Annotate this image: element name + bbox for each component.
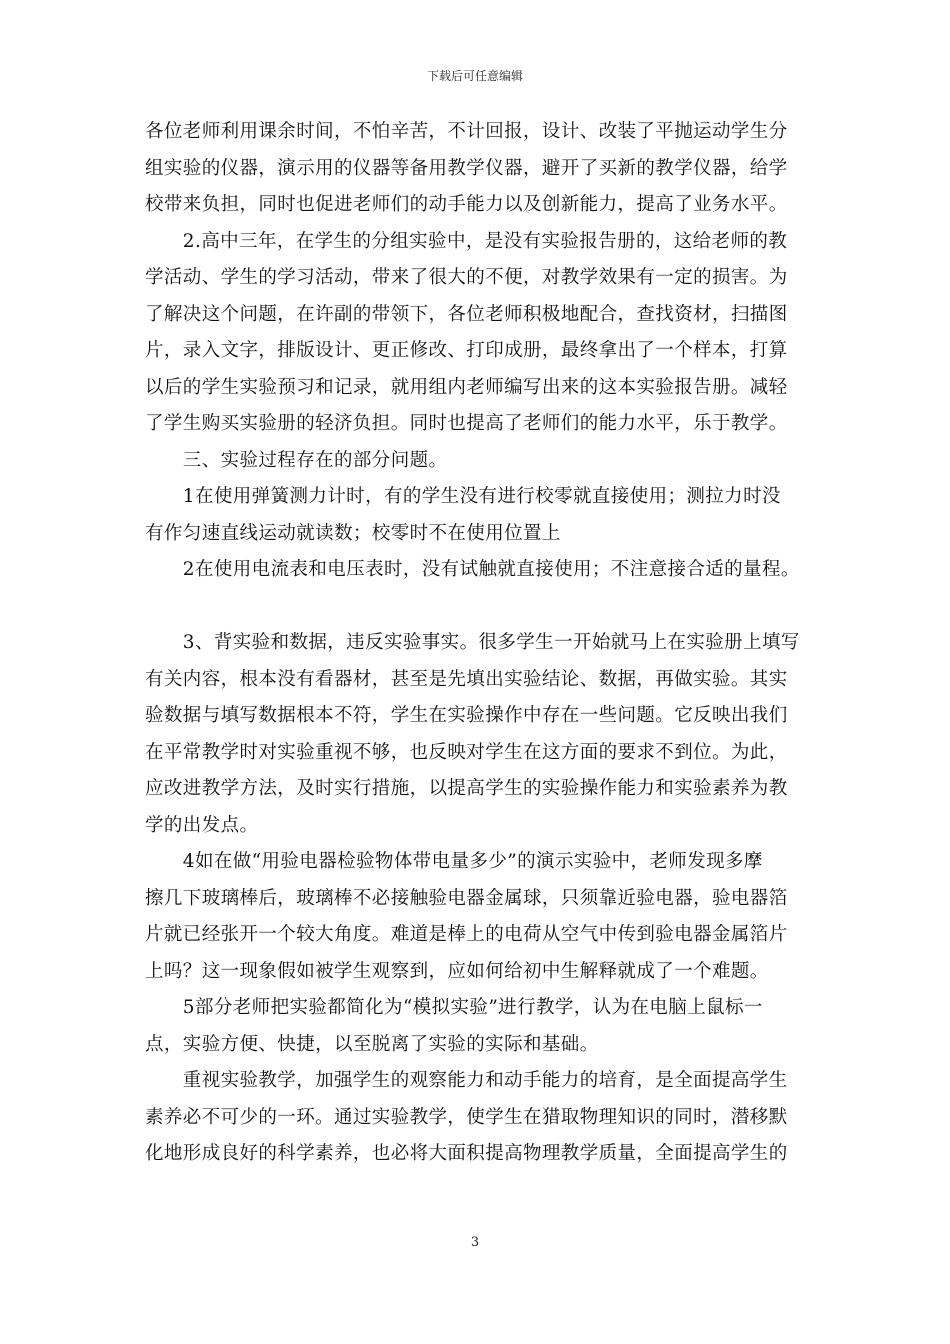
text-line: 有作匀速直线运动就读数；校零时不在使用位置上 <box>145 522 561 544</box>
text-line: 了解决这个问题，在许副的带领下，各位老师积极地配合，查找资材，扫描图 <box>145 303 788 325</box>
text-line: 片就已经张开一个较大角度。难道是棒上的电荷从空气中传到验电器金属箔片 <box>145 924 788 945</box>
text-line: 1在使用弹簧测力计时，有的学生没有进行校零就直接使用；测拉力时没 <box>145 486 781 507</box>
text-line: 素养必不可少的一环。通过实验教学，使学生在猎取物理知识的同时，潜移默 <box>145 1106 788 1128</box>
text-line: 2.高中三年，在学生的分组实验中，是没有实验报告册的，这给老师的教 <box>145 230 788 252</box>
page-header: 下载后可任意编辑 <box>426 69 523 83</box>
text-line: 三、实验过程存在的部分问题。 <box>145 449 448 471</box>
text-line: 4如在做“用验电器检验物体带电量多少”的演示实验中，老师发现多摩 <box>145 851 763 872</box>
text-line: 重视实验教学，加强学生的观察能力和动手能力的培育，是全面提高学生 <box>145 1070 788 1091</box>
text-line: 有关内容，根本没有看器材，甚至是先填出实验结论、数据，再做实验。其实 <box>145 668 788 690</box>
text-line: 擦几下玻璃棒后，玻璃棒不必接触验电器金属球，只须靠近验电器，验电器箔 <box>145 887 788 909</box>
text-line: 验数据与填写数据根本不符，学生在实验操作中存在一些问题。它反映出我们 <box>145 705 788 726</box>
text-line: 3、背实验和数据，违反实验事实。很多学生一开始就马上在实验册上填写 <box>145 632 800 653</box>
document-body <box>145 114 810 1173</box>
text-line: 片，录入文字，排版设计、更正修改、打印成册，最终拿出了一个样本，打算 <box>145 340 788 361</box>
text-line: 点，实验方便、快捷，以至脱离了实验的实际和基础。 <box>145 1033 599 1055</box>
text-line: 学的出发点。 <box>145 814 259 836</box>
text-line: 了学生购买实验册的轻济负担。同时也提高了老师们的能力水平，乐于教学。 <box>145 413 788 434</box>
text-line: 学活动、学生的学习活动，带来了很大的不便，对教学效果有一定的损害。为 <box>145 267 788 288</box>
page-number: 3 <box>470 1235 480 1250</box>
text-line: 上吗？这一现象假如被学生观察到，应如何给初中生解释就成了一个难题。 <box>145 960 769 982</box>
text-line: 化地形成良好的科学素养，也必将大面积提高物理教学质量，全面提高学生的 <box>145 1143 788 1164</box>
blank-line <box>145 589 810 626</box>
text-line: 校带来负担，同时也促进老师们的动手能力以及创新能力，提高了业务水平。 <box>145 194 788 215</box>
text-line: 应改进教学方法，及时实行措施，以提高学生的实验操作能力和实验素养为教 <box>145 778 788 799</box>
text-line: 5部分老师把实验都简化为“模拟实验”进行教学，认为在电脑上鼠标一 <box>145 997 763 1018</box>
text-line: 组实验的仪器，演示用的仪器等备用教学仪器，避开了买新的教学仪器，给学 <box>145 157 788 179</box>
text-line: 在平常教学时对实验重视不够，也反映对学生在这方面的要求不到位。为此， <box>145 741 788 763</box>
text-line: 2在使用电流表和电压表时，没有试触就直接使用；不注意接合适的量程。 <box>145 559 800 580</box>
text-line: 以后的学生实验预习和记录，就用组内老师编写出来的这本实验报告册。减轻 <box>145 376 788 398</box>
text-line: 各位老师利用课余时间，不怕辛苦，不计回报，设计、改装了平抛运动学生分 <box>145 121 788 142</box>
